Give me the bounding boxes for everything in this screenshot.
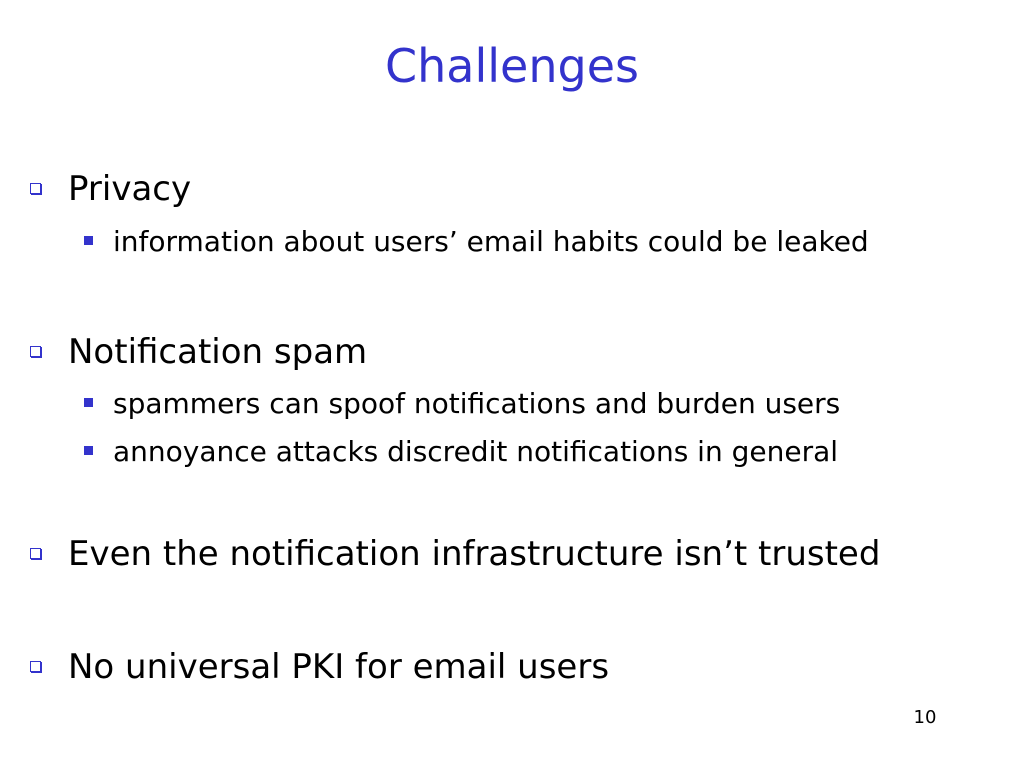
bullet-text: No universal PKI for email users bbox=[68, 647, 610, 687]
bullet-text: Privacy bbox=[68, 169, 192, 209]
hollow-square-bullet-icon bbox=[30, 346, 41, 357]
bullet-text: Even the notification infrastructure isn’t trusted bbox=[68, 534, 881, 574]
hollow-square-bullet-icon bbox=[30, 661, 41, 672]
bullet-text: Notification spam bbox=[68, 332, 368, 372]
filled-square-bullet-icon bbox=[84, 236, 93, 245]
hollow-square-bullet-icon bbox=[30, 183, 41, 194]
page-number: 10 bbox=[913, 707, 937, 728]
filled-square-bullet-icon bbox=[84, 398, 93, 407]
sub-bullet-text: spammers can spoof notifications and burden users bbox=[113, 387, 841, 420]
filled-square-bullet-icon bbox=[84, 446, 93, 455]
sub-bullet-text: annoyance attacks discredit notifications in general bbox=[113, 435, 839, 468]
hollow-square-bullet-icon bbox=[30, 548, 41, 559]
sub-bullet-text: information about users’ email habits could be leaked bbox=[113, 225, 869, 258]
slide-title: Challenges bbox=[385, 39, 639, 93]
